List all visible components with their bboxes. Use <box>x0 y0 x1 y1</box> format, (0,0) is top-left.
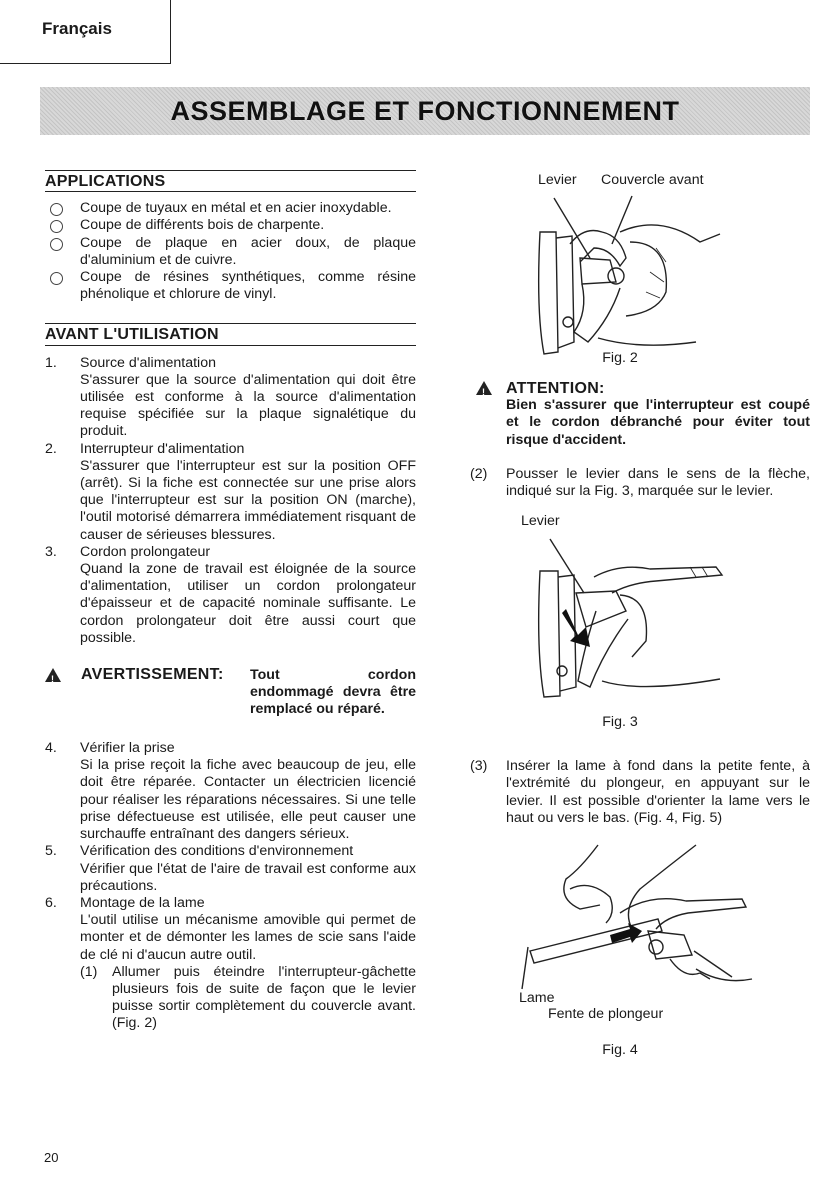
fig3-caption: Fig. 3 <box>602 714 638 731</box>
warning-block <box>45 666 416 724</box>
step-number: (2) <box>470 465 488 482</box>
list-item <box>45 355 416 441</box>
list-item: Coupe de différents bois de charpente. <box>45 217 416 234</box>
page-title: ASSEMBLAGE ET FONCTIONNEMENT <box>170 95 680 126</box>
warning-title: AVERTISSEMENT: <box>81 666 224 684</box>
figure-4 <box>470 839 810 1059</box>
language-tab <box>0 0 171 64</box>
step-text: Pousser le levier dans le sens de la flèche, indiqué sur la Fig. 3, marquée sur le levier. <box>506 465 810 500</box>
fig4-label-blade: Lame <box>519 990 555 1007</box>
item-title: Source d'alimentation <box>80 354 216 371</box>
list-item <box>45 441 416 544</box>
item-title: Vérifier la prise <box>80 740 175 757</box>
fig2-caption: Fig. 2 <box>602 350 638 366</box>
fig4-label-slot: Fente de plongeur <box>548 1006 664 1023</box>
list-item <box>45 544 416 647</box>
item-text: Vérifier que l'état de l'aire de travail est conforme aux précautions. <box>80 860 416 894</box>
left-column <box>45 170 416 1033</box>
attention-title: ATTENTION: <box>506 380 605 397</box>
step-text: Allumer puis éteindre l'interrupteur-gâchette plusieurs fois de suite de façon que le levier puisse sortir complètement du couvercle avant. (Fig. 2) <box>112 963 416 1032</box>
right-column <box>470 170 810 1059</box>
step-3 <box>470 758 810 827</box>
applications-list <box>45 200 416 303</box>
fig4-illustration <box>470 839 810 1004</box>
step-number: (1) <box>80 963 98 980</box>
item-title: Vérification des conditions d'environnement <box>80 843 354 860</box>
step-2 <box>470 466 810 500</box>
figure-3 <box>470 513 810 739</box>
step-number: (3) <box>470 758 488 775</box>
list-item: Coupe de plaque en acier doux, de plaque d'aluminium et de cuivre. <box>45 235 416 269</box>
item-number: 5. <box>45 843 57 860</box>
item-text: Si la prise reçoit la fiche avec beaucoup de jeu, elle doit être réparée. Contacter un électricien licencié pour réaliser les réparations nécessaires. Si une telle prise défectueuse est utilisée, elle peut causer une surchauffe entraînant des dangers sérieux. <box>80 757 416 843</box>
attention-block <box>470 380 810 449</box>
item-text: S'assurer que la source d'alimentation qui doit être utilisée est conforme à la source d'alimentation requise spécifiée sur la plaque signalétique du produit. <box>80 371 416 440</box>
item-text: S'assurer que l'interrupteur est sur la position OFF (arrêt). Si la fiche est connectée sur une prise alors que l'interrupteur est sur la position ON (marche), l'outil motorisé démarrera immédiatement risquant de causer de sérieuses blessures. <box>80 457 416 543</box>
item-number: 6. <box>45 894 57 911</box>
fig4-caption: Fig. 4 <box>602 1042 638 1059</box>
item-number: 2. <box>45 440 57 457</box>
list-item: Coupe de résines synthétiques, comme résine phénolique et chlorure de vinyl. <box>45 269 416 303</box>
item-number: 4. <box>45 740 57 757</box>
item-text: L'outil utilise un mécanisme amovible qui permet de monter et de démonter les lames de scie sans l'aide de clé ni d'aucun autre outil. <box>80 912 416 963</box>
step-text: Insérer la lame à fond dans la petite fente, à l'extrémité du plongeur, en appuyant sur le levier. Il est possible d'orienter la lame vers le haut ou vers le bas. (Fig. 4, Fig. 5) <box>506 758 810 826</box>
warning-text: Tout cordon endommagé devra être remplacé ou réparé. <box>250 667 416 718</box>
list-item <box>45 895 416 1033</box>
fig2-label-cover: Couvercle avant <box>601 172 704 188</box>
warning-icon <box>476 381 492 395</box>
fig3-illustration <box>470 531 810 711</box>
attention-text: Bien s'assurer que l'interrupteur est coupé et le cordon débranché pour éviter tout risque d'accident. <box>506 397 810 448</box>
fig2-label-lever: Levier <box>538 172 577 188</box>
list-item: Coupe de tuyaux en métal et en acier inoxydable. <box>45 200 416 217</box>
item-title: Interrupteur d'alimentation <box>80 440 245 457</box>
list-item <box>45 740 416 843</box>
avant-heading: AVANT L'UTILISATION <box>45 323 416 345</box>
language-label: Français <box>42 19 112 38</box>
warning-icon <box>45 668 61 682</box>
fig3-label-lever: Levier <box>521 513 560 530</box>
figure-2 <box>470 170 810 368</box>
item-text: Quand la zone de travail est éloignée de la source d'alimentation, utiliser un cordon prolongateur d'épaisseur et de capacité nominale suffisante. Le cordon prolongateur doit être aussi court que possible. <box>80 561 416 646</box>
page-number: 20 <box>44 1150 59 1165</box>
item-number: 3. <box>45 543 57 560</box>
item-title: Montage de la lame <box>80 894 205 911</box>
fig2-illustration <box>470 192 810 367</box>
applications-heading: APPLICATIONS <box>45 170 416 192</box>
item-title: Cordon prolongateur <box>80 543 211 560</box>
sub-step <box>80 964 416 1033</box>
item-number: 1. <box>45 354 57 371</box>
title-banner <box>40 87 810 135</box>
list-item <box>45 843 416 895</box>
